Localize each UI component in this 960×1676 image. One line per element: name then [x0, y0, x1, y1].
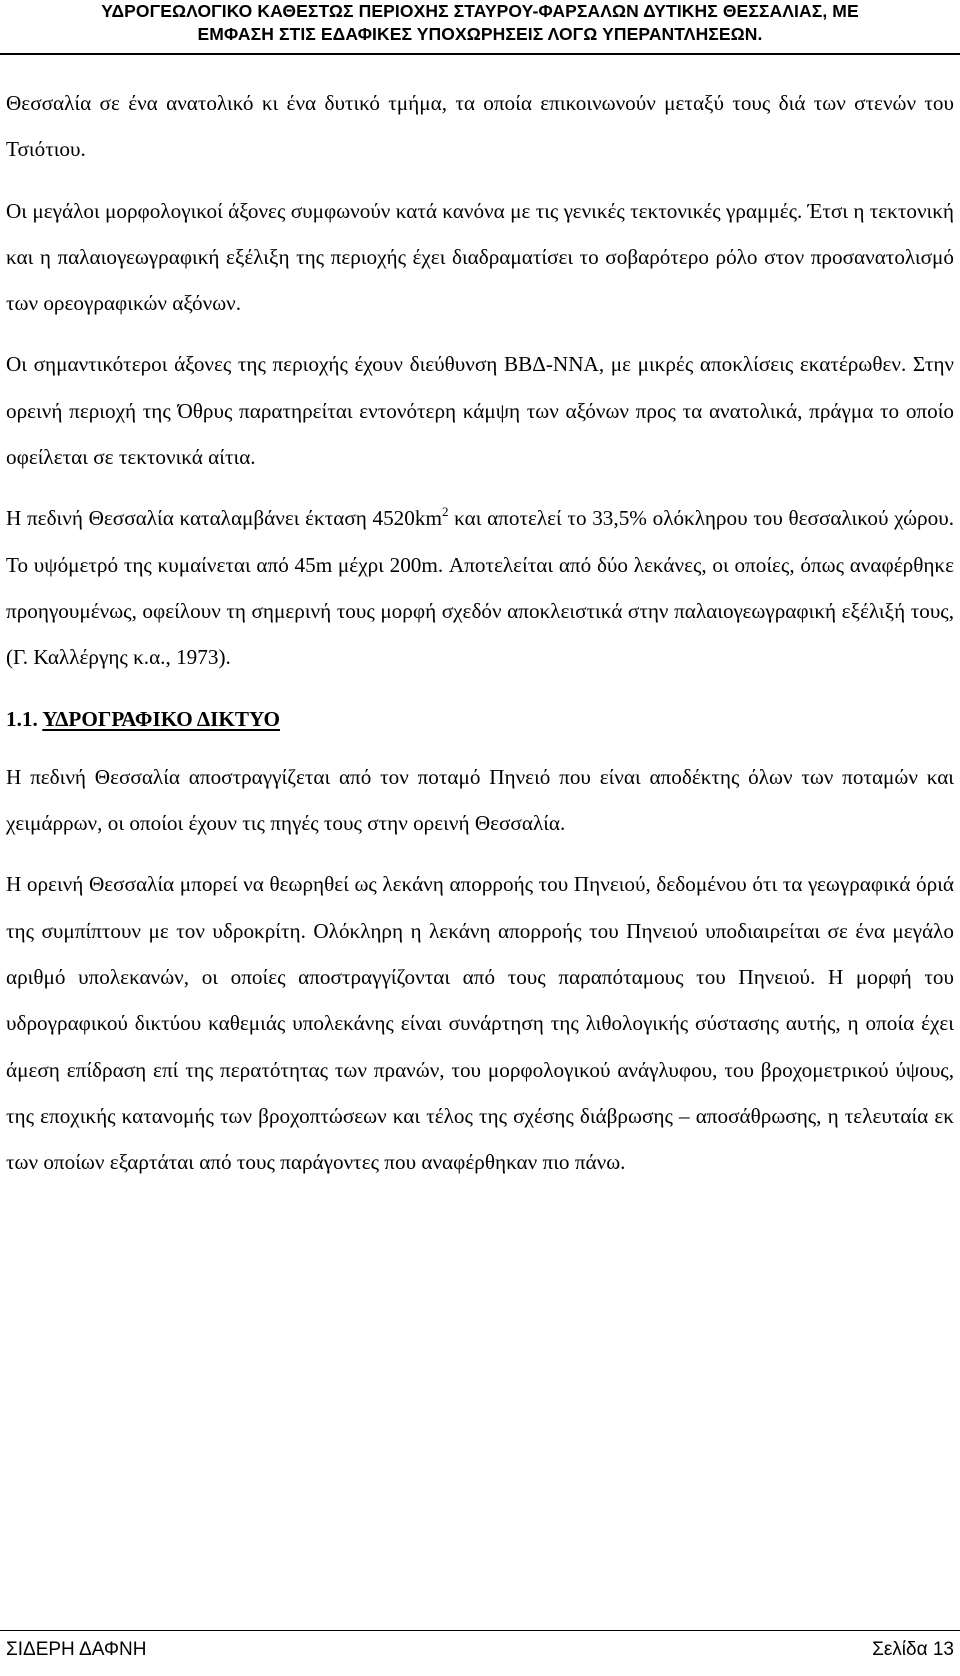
paragraph-3: Οι σημαντικότεροι άξονες της περιοχής έχουν διεύθυνση ΒΒΔ-ΝΝΑ, με μικρές αποκλίσεις εκατέρωθεν. Στην ορεινή περιοχή της Όθρυς παρατηρείται εντονότερη κάμψη των αξόνων προς τα ανατολικά, πράγμα το οποίο οφείλεται σε τεκτονικά αίτια. — [6, 352, 954, 470]
paragraph-1: Θεσσαλία σε ένα ανατολικό κι ένα δυτικό τμήμα, τα οποία επικοινωνούν μεταξύ τους διά των στενών του Τσιότιου. — [6, 91, 954, 162]
paragraph-2: Οι μεγάλοι μορφολογικοί άξονες συμφωνούν κατά κανόνα με τις γενικές τεκτονικές γραμμές. Έτσι η τεκτονική και η παλαιογεωγραφική εξέλιξη της περιοχής έχει διαδραματίσει το σοβαρότερο ρόλο στον προσανατολισμό των ορεογραφικών αξόνων. — [6, 198, 954, 316]
paragraph-5: Η πεδινή Θεσσαλία αποστραγγίζεται από τον ποταμό Πηνειό που είναι αποδέκτης όλων των ποταμών και χειμάρρων, οι οποίοι έχουν τις πηγές τους στην ορεινή Θεσσαλία. — [6, 764, 954, 836]
document-body — [6, 80, 954, 1201]
header-divider — [0, 53, 960, 55]
header-line-2: ΕΜΦΑΣΗ ΣΤΙΣ ΕΔΑΦΙΚΕΣ ΥΠΟΧΩΡΗΣΕΙΣ ΛΟΓΩ ΥΠΕΡΑΝΤΛΗΣΕΩΝ. — [197, 24, 763, 44]
superscript-2: 2 — [441, 504, 449, 520]
paragraph-6: Η ορεινή Θεσσαλία μπορεί να θεωρηθεί ως λεκάνη απορροής του Πηνειού, δεδομένου ότι τα γεωγραφικά όριά της συμπίπτουν με τον υδροκρίτη. Ολόκληρη η λεκάνη απορροής του Πηνειού υποδιαιρείται σε ένα μεγάλο αριθμό υπολεκανών, οι οποίες αποστραγγίζονται από τους παραπόταμους του Πηνειού. Η μορφή του υδρογραφικού δικτύου καθεμιάς υπολεκάνης είναι συνάρτηση της λιθολογικής σύστασης αυτής, η οποία έχει άμεση επίδραση επί της περατότητας των πρανών, του μορφολογικού ανάγλυφου, του βροχομετρικού ύψους, της εποχικής κατανομής των βροχοπτώσεων και τέλος της σχέσης διάβρωσης – αποσάθρωσης, η τελευταία εκ των οποίων εξαρτάται από τους παράγοντες που αναφέρθηκαν πιο πάνω. — [6, 872, 954, 1175]
footer-author: ΣΙΔΕΡΗ ΔΑΦΝΗ — [6, 1639, 147, 1660]
paragraph-4-end: και αποτελεί το 33,5% ολόκληρου του θεσσαλικού χώρου. Το υψόμετρό της κυμαίνεται από 45m μέχρι 200m. Αποτελείται από δύο λεκάνες, οι οποίες, όπως αναφέρθηκε προηγουμένως, οφείλουν τη σημερινή τους μορφή σχεδόν αποκλειστικά στην παλαιογεωγραφική εξέλιξή τους, (Γ. Καλλέργης κ.α., 1973). — [6, 506, 955, 670]
section-number: 1.1. — [6, 706, 43, 731]
header-line-1: ΥΔΡΟΓΕΩΛΟΓΙΚΟ ΚΑΘΕΣΤΩΣ ΠΕΡΙΟΧΗΣ ΣΤΑΥΡΟΥ-ΦΑΡΣΑΛΩΝ ΔΥΤΙΚΗΣ ΘΕΣΣΑΛΙΑΣ, ΜΕ — [101, 1, 859, 21]
section-heading — [6, 696, 954, 742]
running-header — [0, 0, 960, 52]
running-footer — [6, 1638, 954, 1662]
paragraph-4-start: Η πεδινή Θεσσαλία καταλαμβάνει έκταση 4520km — [6, 506, 442, 531]
paragraph-4 — [6, 495, 954, 680]
footer-divider — [0, 1630, 960, 1631]
section-title: ΥΔΡΟΓΡΑΦΙΚΟ ΔΙΚΤΥΟ — [42, 706, 281, 731]
page-number: Σελίδα 13 — [872, 1639, 954, 1660]
